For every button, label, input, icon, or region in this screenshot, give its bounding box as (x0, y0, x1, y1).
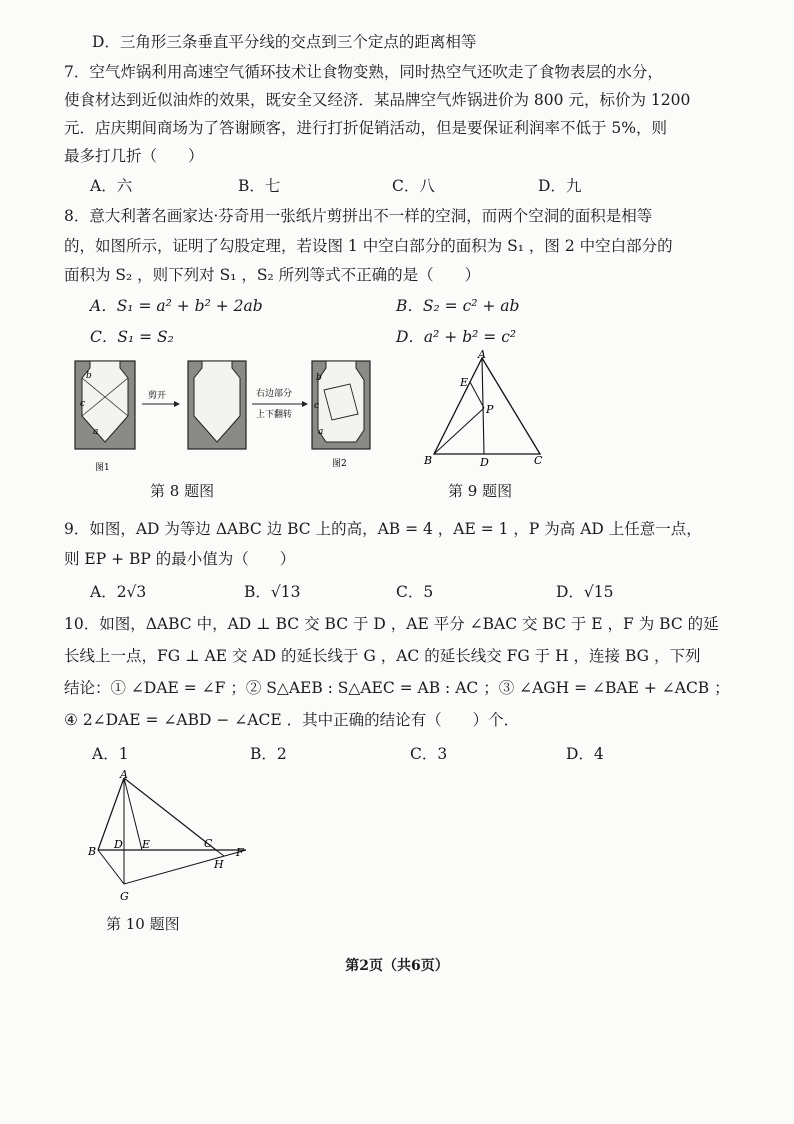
fig10-point-f: F (236, 846, 244, 859)
fig9-point-p: P (486, 403, 494, 416)
q9-option-a: A．2√3 (90, 583, 147, 601)
q9-option-c: C．5 (396, 583, 434, 601)
fig10-point-g: G (120, 890, 129, 903)
fig8-arrow-2-bottom: 上下翻转 (256, 410, 293, 420)
figure-8-panel-2 (188, 361, 246, 449)
figure-10 (84, 768, 264, 908)
fig8-letter-b2: b (316, 373, 322, 383)
q10-line-4: ④ 2∠DAE = ∠ABD − ∠ACE ．其中正确的结论有（ ）个． (64, 711, 520, 729)
q9-line-2: 则 EP + BP 的最小值为（ ） (64, 550, 296, 568)
q8-option-b: B．S₂ = c² + ab (396, 297, 520, 315)
q7-line-2: 使食材达到近似油炸的效果，既安全又经济．某品牌空气炸锅进价为 800 元，标价为 1200 (64, 91, 691, 109)
q7-option-a: A．六 (90, 177, 133, 195)
fig10-point-e: E (142, 838, 151, 851)
fig8-letter-b1: b (86, 371, 92, 381)
q8-option-a: A．S₁ = a² + b² + 2ab (90, 297, 263, 315)
fig9-point-e: E (460, 376, 469, 389)
q10-option-c: C．3 (410, 745, 448, 763)
q10-line-3: 结论：① ∠DAE = ∠F ；② S△AEB : S△AEC = AB : AC ；③ ∠AGH = ∠BAE + ∠ACB ； (64, 679, 730, 697)
fig8-letter-a1: a (93, 427, 99, 437)
fig10-point-h: H (214, 858, 224, 871)
fig8-letter-c1: c (80, 399, 86, 409)
fig9-point-a: A (478, 350, 486, 361)
q7-line-1: 7．空气炸锅利用高速空气循环技术让食物变熟，同时热空气还吹走了食物表层的水分， (64, 63, 663, 81)
figure-8-panel-3 (312, 361, 370, 449)
fig9-point-d: D (480, 456, 489, 469)
q8-line-1: 8．意大利著名画家达·芬奇用一张纸片剪拼出不一样的空洞，而两个空洞的面积是相等 (64, 207, 653, 225)
fig9-point-c: C (534, 454, 543, 467)
figure-8-caption: 第 8 题图 (150, 482, 215, 500)
q8-option-d: D．a² + b² = c² (396, 328, 517, 346)
fig8-arrow-2-top: 右边部分 (256, 389, 293, 399)
fig8-label-1: 图1 (95, 463, 110, 473)
figure-9-caption: 第 9 题图 (448, 482, 513, 500)
q9-option-d: D．√15 (556, 583, 614, 601)
fig10-point-d: D (114, 838, 123, 851)
fig8-letter-a2: a (318, 427, 324, 437)
q8-line-3: 面积为 S₂ ，则下列对 S₁ ，S₂ 所列等式不正确的是（ ） (64, 266, 481, 284)
q8-line-2: 的，如图所示，证明了勾股定理，若设图 1 中空白部分的面积为 S₁ ，图 2 中空白部分的 (64, 237, 673, 255)
fig10-point-c: C (204, 837, 213, 850)
q6-option-d: D．三角形三条垂直平分线的交点到三个定点的距离相等 (92, 33, 477, 51)
fig10-point-b: B (88, 845, 97, 858)
fig8-label-2: 图2 (332, 459, 347, 469)
q10-line-1: 10．如图，ΔABC 中，AD ⊥ BC 交 BC 于 D ，AE 平分 ∠BAC 交 BC 于 E ，F 为 BC 的延 (64, 615, 719, 633)
figure-9 (418, 350, 558, 470)
fig8-letter-c2: c (314, 401, 320, 411)
q7-option-c: C．八 (392, 177, 435, 195)
q7-option-d: D．九 (538, 177, 582, 195)
figure-10-caption: 第 10 题图 (106, 915, 180, 933)
q10-option-d: D．4 (566, 745, 604, 763)
q9-option-b: B．√13 (244, 583, 301, 601)
q10-option-a: A．1 (92, 745, 129, 763)
fig9-point-b: B (424, 454, 433, 467)
q7-line-4: 最多打几折（ ） (64, 147, 204, 165)
page-footer: 第2页（共6页） (345, 958, 449, 974)
q7-line-3: 元．店庆期间商场为了答谢顾客，进行打折促销活动，但是要保证利润率不低于 5%，则 (64, 119, 668, 137)
figure-8 (70, 356, 390, 480)
q9-line-1: 9．如图，AD 为等边 ΔABC 边 BC 上的高，AB = 4 ，AE = 1 ，P 为高 AD 上任意一点， (64, 520, 702, 538)
q8-option-c: C．S₁ = S₂ (90, 328, 174, 346)
figure-8-panel-1 (75, 361, 135, 449)
q7-option-b: B．七 (238, 177, 281, 195)
q10-option-b: B．2 (250, 745, 287, 763)
fig10-point-a: A (120, 768, 128, 781)
fig8-arrow-1-label: 剪开 (148, 391, 167, 401)
q10-line-2: 长线上一点，FG ⊥ AE 交 AD 的延长线于 G ，AC 的延长线交 FG 于 H ，连接 BG ，下列 (64, 647, 701, 665)
